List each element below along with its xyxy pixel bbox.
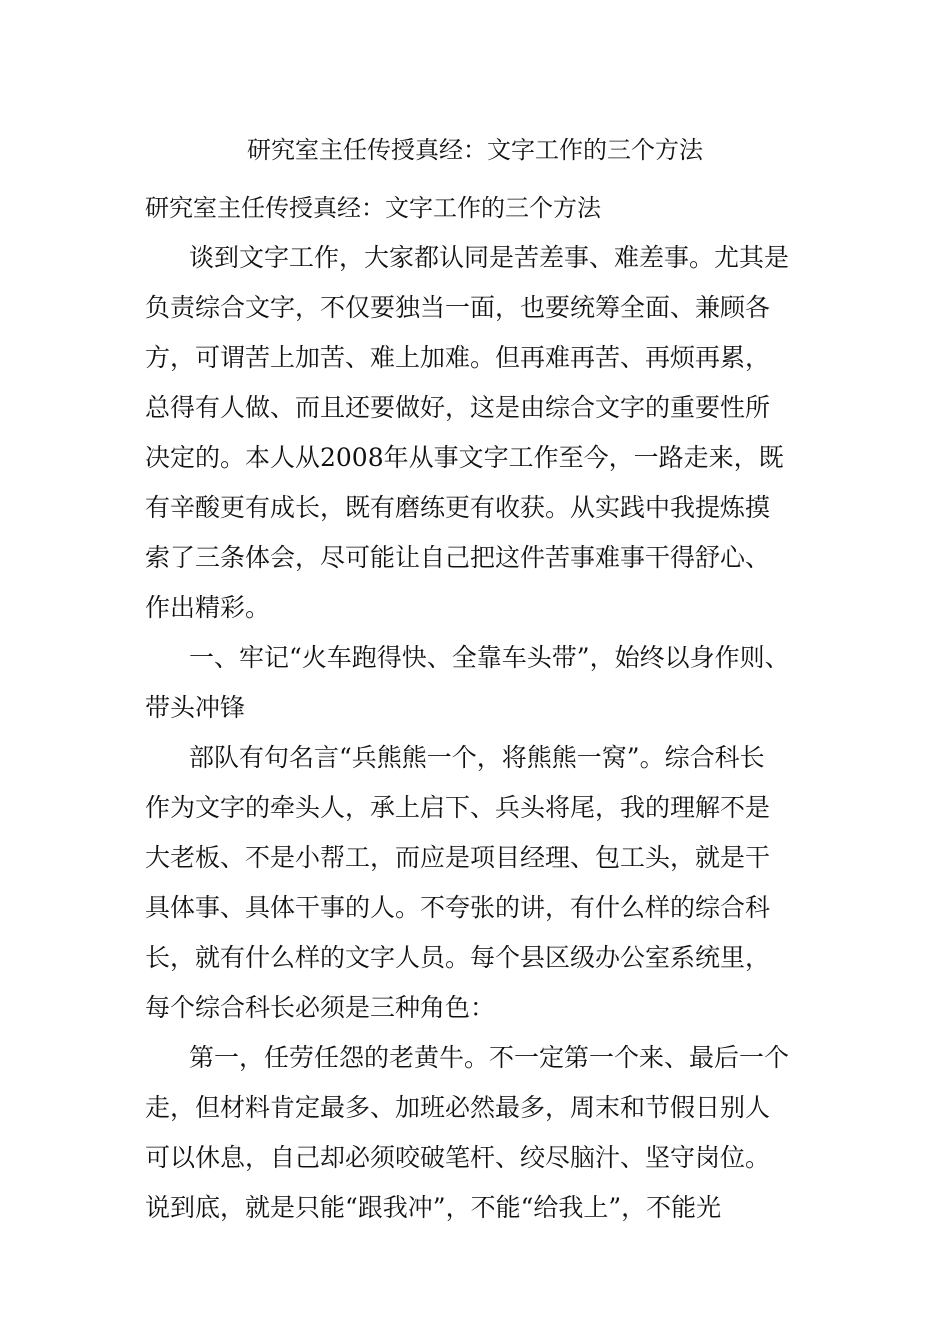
paragraph-line: 有辛酸更有成长，既有磨练更有收获。从实践中我提炼摸 (145, 493, 771, 522)
paragraph-line: 索了三条体会，尽可能让自己把这件苦事难事干得舒心、 (145, 543, 771, 572)
paragraph-line: 部队有句名言“兵熊熊一个，将熊熊一窝”。综合科长 (189, 743, 765, 772)
section-heading-line: 带头冲锋 (145, 693, 246, 722)
paragraph-line: 长，就有什么样的文字人员。每个县区级办公室系统里， (145, 943, 771, 972)
paragraph-line: 决定的。本人从2008年从事文字工作至今，一路走来，既 (145, 443, 784, 472)
paragraph-line: 作为文字的牵头人，承上启下、兵头将尾，我的理解不是 (145, 793, 771, 822)
paragraph-line: 走，但材料肯定最多、加班必然最多，周末和节假日别人 (145, 1093, 771, 1122)
paragraph-line: 说到底，就是只能“跟我冲”，不能“给我上”，不能光 (145, 1193, 722, 1222)
section-heading-line: 一、牢记“火车跑得快、全靠车头带”，始终以身作则、 (189, 643, 790, 672)
paragraph-line: 第一，任劳任怨的老黄牛。不一定第一个来、最后一个 (189, 1043, 790, 1072)
paragraph-line: 大老板、不是小帮工，而应是项目经理、包工头，就是干 (145, 843, 771, 872)
paragraph-line: 方，可谓苦上加苦、难上加难。但再难再苦、再烦再累， (145, 343, 771, 372)
paragraph-line: 可以休息，自己却必须咬破笔杆、绞尽脑汁、坚守岗位。 (145, 1143, 771, 1172)
document-title: 研究室主任传授真经：文字工作的三个方法 (247, 136, 703, 164)
paragraph-line: 具体事、具体干事的人。不夸张的讲，有什么样的综合科 (145, 893, 771, 922)
paragraph-line: 谈到文字工作，大家都认同是苦差事、难差事。尤其是 (189, 243, 790, 272)
paragraph-line: 每个综合科长必须是三种角色： (145, 993, 496, 1022)
paragraph-line: 负责综合文字，不仅要独当一面，也要统筹全面、兼顾各 (145, 293, 771, 322)
paragraph-line: 作出精彩。 (145, 593, 271, 622)
document-body (145, 183, 835, 1233)
paragraph-line: 总得有人做、而且还要做好，这是由综合文字的重要性所 (145, 393, 771, 422)
subtitle-line: 研究室主任传授真经：文字工作的三个方法 (145, 194, 601, 222)
